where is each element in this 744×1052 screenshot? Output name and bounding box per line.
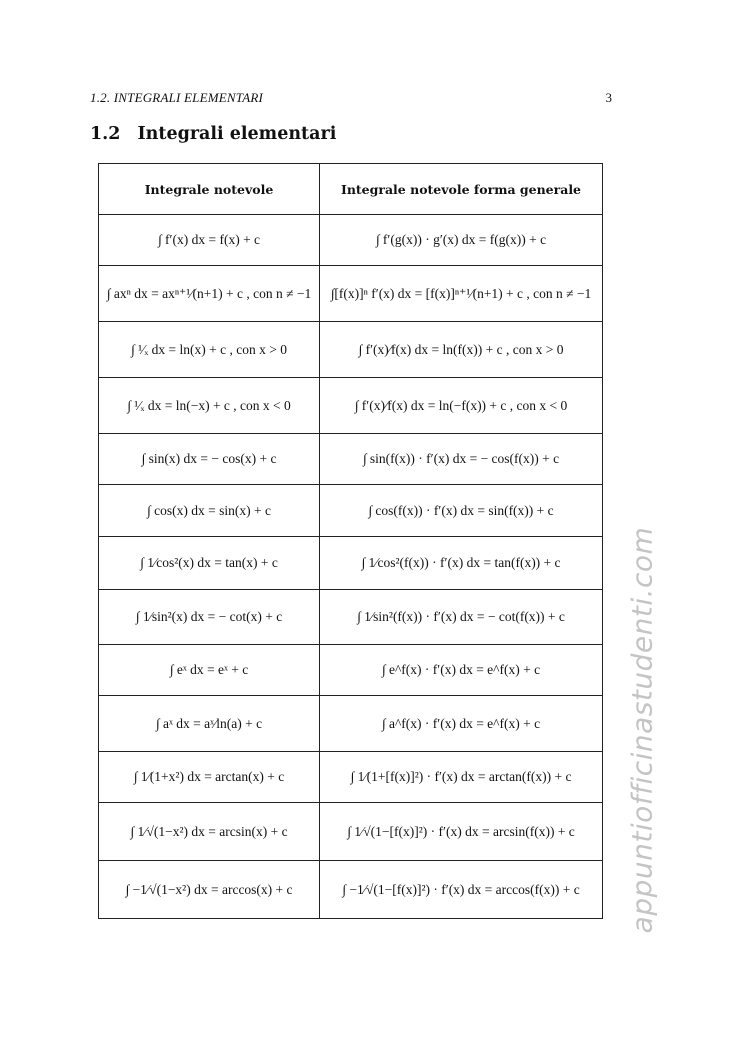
cell-basic (99, 696, 320, 752)
running-title: 1.2. INTEGRALI ELEMENTARI (90, 90, 264, 105)
formula: ∫ e^f(x) · f′(x) dx = e^f(x) + c (381, 662, 541, 677)
cell-basic (99, 266, 320, 322)
formula: ∫ 1⁄(1+x²) dx = arctan(x) + c (133, 769, 285, 784)
section-title: Integrali elementari (137, 124, 337, 144)
table-header-row (99, 164, 603, 215)
table-row (99, 266, 603, 322)
cell-general (320, 322, 603, 378)
formula: ∫ sin(x) dx = − cos(x) + c (141, 451, 277, 466)
cell-general (320, 266, 603, 322)
table-row (99, 434, 603, 485)
formula: ∫ ¹⁄ₓ dx = ln(x) + c , con x > 0 (131, 341, 287, 357)
cell-general (320, 215, 603, 266)
integrals-table (98, 163, 603, 919)
cell-general (320, 696, 603, 752)
section-number: 1.2 (90, 124, 121, 144)
cell-general (320, 645, 603, 696)
table-row (99, 485, 603, 537)
watermark: appuntiofficinastudenti.com (625, 526, 659, 934)
cell-basic (99, 322, 320, 378)
table-row (99, 378, 603, 434)
cell-basic (99, 645, 320, 696)
cell-basic (99, 434, 320, 485)
formula: ∫ f′(x) dx = f(x) + c (157, 232, 261, 247)
cell-basic (99, 215, 320, 266)
formula: ∫ 1⁄cos²(x) dx = tan(x) + c (140, 555, 278, 570)
formula: ∫ sin(f(x)) · f′(x) dx = − cos(f(x)) + c (362, 451, 560, 466)
cell-basic (99, 485, 320, 537)
page-number: 3 (605, 90, 612, 105)
table-row (99, 215, 603, 266)
formula: ∫ ¹⁄ₓ dx = ln(−x) + c , con x < 0 (127, 397, 291, 413)
cell-general (320, 537, 603, 590)
formula: ∫ 1⁄√(1−x²) dx = arcsin(x) + c (130, 823, 288, 839)
formula: ∫ cos(f(x)) · f′(x) dx = sin(f(x)) + c (368, 502, 554, 518)
cell-general (320, 434, 603, 485)
formula: ∫ aˣ dx = aˣ⁄ln(a) + c (155, 715, 263, 731)
cell-general (320, 485, 603, 537)
formula: ∫ f′(g(x)) · g′(x) dx = f(g(x)) + c (375, 232, 547, 247)
header-general-integral: Integrale notevole forma generale (320, 164, 603, 215)
section-heading (90, 124, 336, 144)
formula: ∫ f′(x)⁄f(x) dx = ln(f(x)) + c , con x > 0 (358, 341, 564, 357)
table-row (99, 752, 603, 803)
cell-general (320, 803, 603, 861)
formula: ∫ eˣ dx = eˣ + c (169, 662, 249, 677)
cell-general (320, 752, 603, 803)
table-row (99, 537, 603, 590)
formula: ∫ axⁿ dx = axⁿ⁺¹⁄(n+1) + c , con n ≠ −1 (106, 285, 312, 301)
formula: ∫ 1⁄sin²(f(x)) · f′(x) dx = − cot(f(x)) + c (357, 609, 565, 624)
formula: ∫ 1⁄cos²(f(x)) · f′(x) dx = tan(f(x)) + c (361, 555, 561, 570)
header-basic-integral: Integrale notevole (99, 164, 320, 215)
formula: ∫ cos(x) dx = sin(x) + c (147, 502, 271, 518)
cell-general (320, 378, 603, 434)
cell-general (320, 590, 603, 645)
table-row (99, 861, 603, 919)
table-row (99, 645, 603, 696)
table-row (99, 696, 603, 752)
cell-basic (99, 590, 320, 645)
running-head (90, 89, 612, 107)
cell-general (320, 861, 603, 919)
formula: ∫ −1⁄√(1−x²) dx = arccos(x) + c (125, 881, 293, 897)
formula: ∫ 1⁄sin²(x) dx = − cot(x) + c (135, 609, 283, 624)
table-row (99, 322, 603, 378)
formula: ∫ 1⁄(1+[f(x)]²) · f′(x) dx = arctan(f(x)) + c (350, 769, 572, 784)
cell-basic (99, 803, 320, 861)
table-row (99, 590, 603, 645)
cell-basic (99, 752, 320, 803)
formula: ∫ a^f(x) · f′(x) dx = e^f(x) + c (381, 715, 541, 731)
formula: ∫[f(x)]ⁿ f′(x) dx = [f(x)]ⁿ⁺¹⁄(n+1) + c , con n ≠ −1 (330, 285, 592, 301)
cell-basic (99, 378, 320, 434)
formula: ∫ −1⁄√(1−[f(x)]²) · f′(x) dx = arccos(f(x)) + c (342, 881, 580, 897)
cell-basic (99, 537, 320, 590)
cell-basic (99, 861, 320, 919)
table-row (99, 803, 603, 861)
formula: ∫ 1⁄√(1−[f(x)]²) · f′(x) dx = arcsin(f(x)) + c (347, 823, 575, 839)
formula: ∫ f′(x)⁄f(x) dx = ln(−f(x)) + c , con x < 0 (354, 397, 568, 413)
